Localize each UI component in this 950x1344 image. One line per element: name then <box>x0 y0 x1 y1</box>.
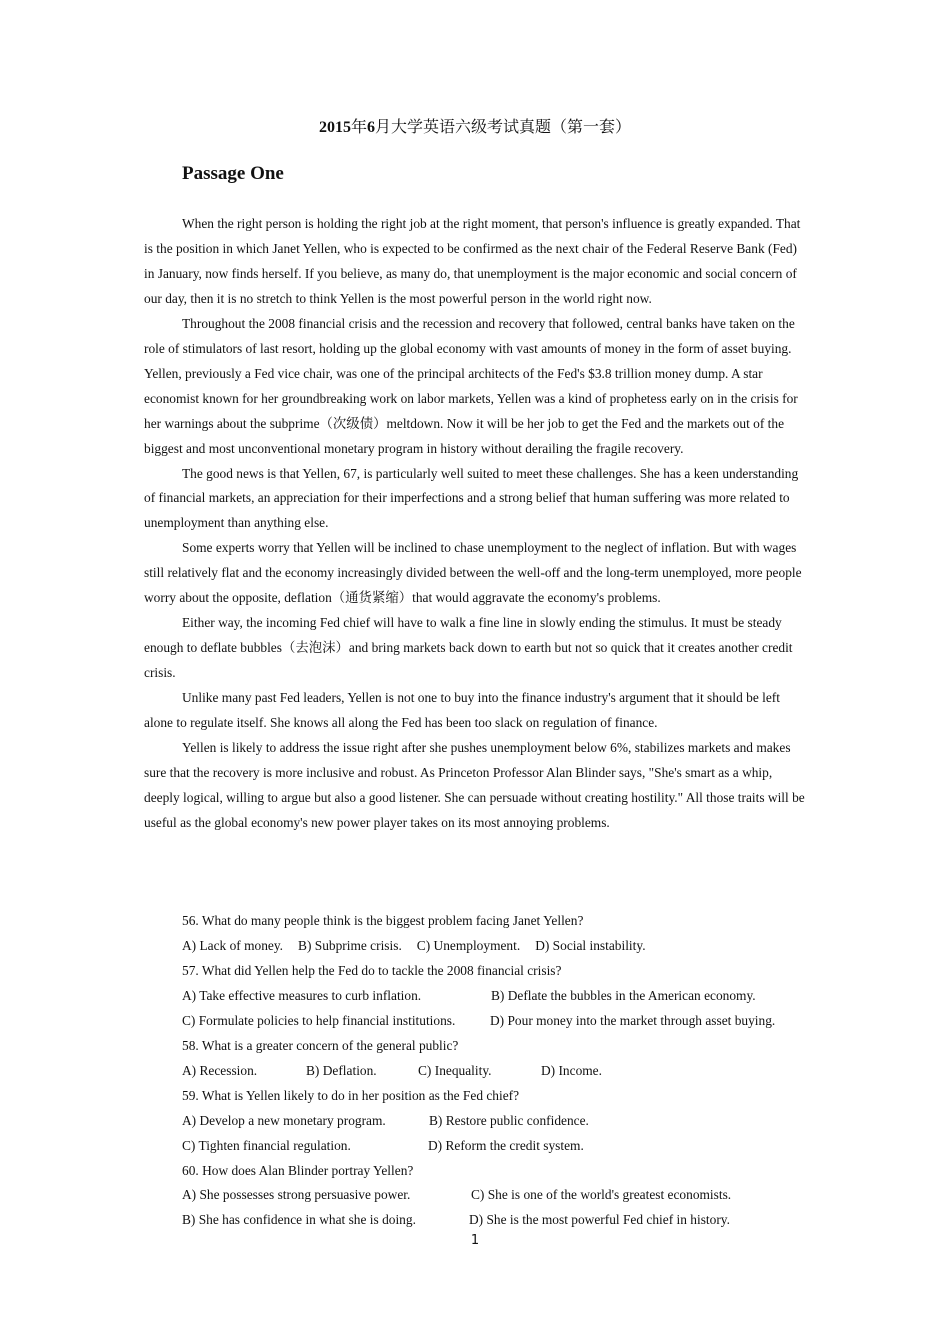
q59-option-d: D) Reform the credit system. <box>428 1137 584 1153</box>
title-text-1: 年 <box>350 119 367 136</box>
question-60-stem: 60. How does Alan Blinder portray Yellen? <box>182 1162 414 1178</box>
title-month: 6 <box>367 119 375 136</box>
q58-option-c: C) Inequality. <box>418 1062 492 1078</box>
questions-section <box>182 909 822 1233</box>
q56-option-d: D) Social instability. <box>535 937 646 953</box>
question-56-options <box>182 934 822 959</box>
q60-option-c: C) She is one of the world's greatest economists. <box>471 1187 732 1203</box>
paragraph-4: Some experts worry that Yellen will be inclined to chase unemployment to the neglect of inflation. But with wages still relatively flat and the economy increasingly divided between the well-off and the long-term unemployed, more people worry about the opposite, deflation（通货紧缩）that would aggravate the economy's problems. <box>144 540 802 606</box>
q56-option-c: C) Unemployment. <box>416 937 521 953</box>
q59-option-b: B) Restore public confidence. <box>429 1112 589 1128</box>
q57-option-a: A) Take effective measures to curb inflation. <box>182 987 422 1003</box>
title-text-2: 月大学英语六级考试真题（第一套） <box>375 119 632 136</box>
title-year: 2015 <box>318 119 351 136</box>
paragraph-2: Throughout the 2008 financial crisis and the recession and recovery that followed, central banks have taken on the role of stimulators of last resort, holding up the global economy with vast amounts of money in the form of asset buying. Yellen, previously a Fed vice chair, was one of the principal architects of the Fed's $3.8 trillion money dump. A star economist known for her groundbreaking work on labor markets, Yellen was a kind of prophetess early on in the crisis for her warnings about the subprime（次级债）meltdown. Now it will be her job to get the Fed and the markets out of the biggest and most unconventional monetary program in history without derailing the fragile recovery. <box>144 315 798 456</box>
paragraph-5: Either way, the incoming Fed chief will have to walk a fine line in slowly ending the stimulus. It must be steady enough to deflate bubbles（去泡沫）and bring markets back down to earth but not so quick that it creates another credit crisis. <box>144 615 793 681</box>
paragraph-6: Unlike many past Fed leaders, Yellen is not one to buy into the finance industry's argument that it should be left alone to regulate itself. She knows all along the Fed has been too slack on regulation of finance. <box>144 690 780 731</box>
page-title <box>0 118 950 138</box>
question-59-options-row1 <box>182 1109 822 1134</box>
q57-option-c: C) Formulate policies to help financial institutions. <box>182 1012 456 1028</box>
q56-option-b: B) Subprime crisis. <box>298 937 402 953</box>
paragraph-3: The good news is that Yellen, 67, is particularly well suited to meet these challenges. She has a keen understanding of financial markets, an appreciation for their imperfections and a strong belief that human suffering was more related to unemployment than anything else. <box>144 465 799 531</box>
q60-option-d: D) She is the most powerful Fed chief in history. <box>469 1212 730 1228</box>
paragraph-7: Yellen is likely to address the issue right after she pushes unemployment below 6%, stabilizes markets and makes sure that the recovery is more inclusive and robust. As Princeton Professor Alan Blinder says, "She's smart as a whip, deeply logical, willing to argue but also a good listener. She can persuade without creating hostility." All those traits will be useful as the global economy's new power player takes on its most annoying problems. <box>144 740 805 830</box>
q58-option-d: D) Income. <box>541 1062 602 1078</box>
q59-option-a: A) Develop a new monetary program. <box>182 1112 386 1128</box>
question-59-stem: 59. What is Yellen likely to do in her position as the Fed chief? <box>182 1087 520 1103</box>
question-57-stem: 57. What did Yellen help the Fed do to tackle the 2008 financial crisis? <box>182 962 562 978</box>
passage-heading: Passage One <box>182 163 284 184</box>
q58-option-b: B) Deflation. <box>306 1062 377 1078</box>
q60-option-a: A) She possesses strong persuasive power. <box>182 1187 411 1203</box>
q57-option-d: D) Pour money into the market through asset buying. <box>490 1012 776 1028</box>
question-57-options-row1 <box>182 984 822 1009</box>
question-58-stem: 58. What is a greater concern of the general public? <box>182 1037 459 1053</box>
question-56-stem: 56. What do many people think is the biggest problem facing Janet Yellen? <box>182 913 584 928</box>
question-59-options-row2 <box>182 1134 822 1159</box>
q59-option-c: C) Tighten financial regulation. <box>182 1137 351 1153</box>
q57-option-b: B) Deflate the bubbles in the American economy. <box>491 987 756 1003</box>
page-number: 1 <box>470 1233 480 1248</box>
q60-option-b: B) She has confidence in what she is doing. <box>182 1212 416 1228</box>
question-57-options-row2 <box>182 1009 822 1034</box>
q56-option-a: A) Lack of money. <box>182 937 284 953</box>
paragraph-1: When the right person is holding the right job at the right moment, that person's influence is greatly expanded. That is the position in which Janet Yellen, who is expected to be confirmed as the next chair of the Federal Reserve Bank (Fed) in January, now finds herself. If you believe, as many do, that unemployment is the major economic and social concern of our day, then it is no stretch to think Yellen is the most powerful person in the world right now. <box>144 216 801 306</box>
q58-option-a: A) Recession. <box>182 1062 258 1078</box>
question-58-options <box>182 1059 822 1084</box>
question-60-options-row2 <box>182 1208 822 1233</box>
question-60-options-row1 <box>182 1183 822 1208</box>
passage-body <box>144 212 808 836</box>
